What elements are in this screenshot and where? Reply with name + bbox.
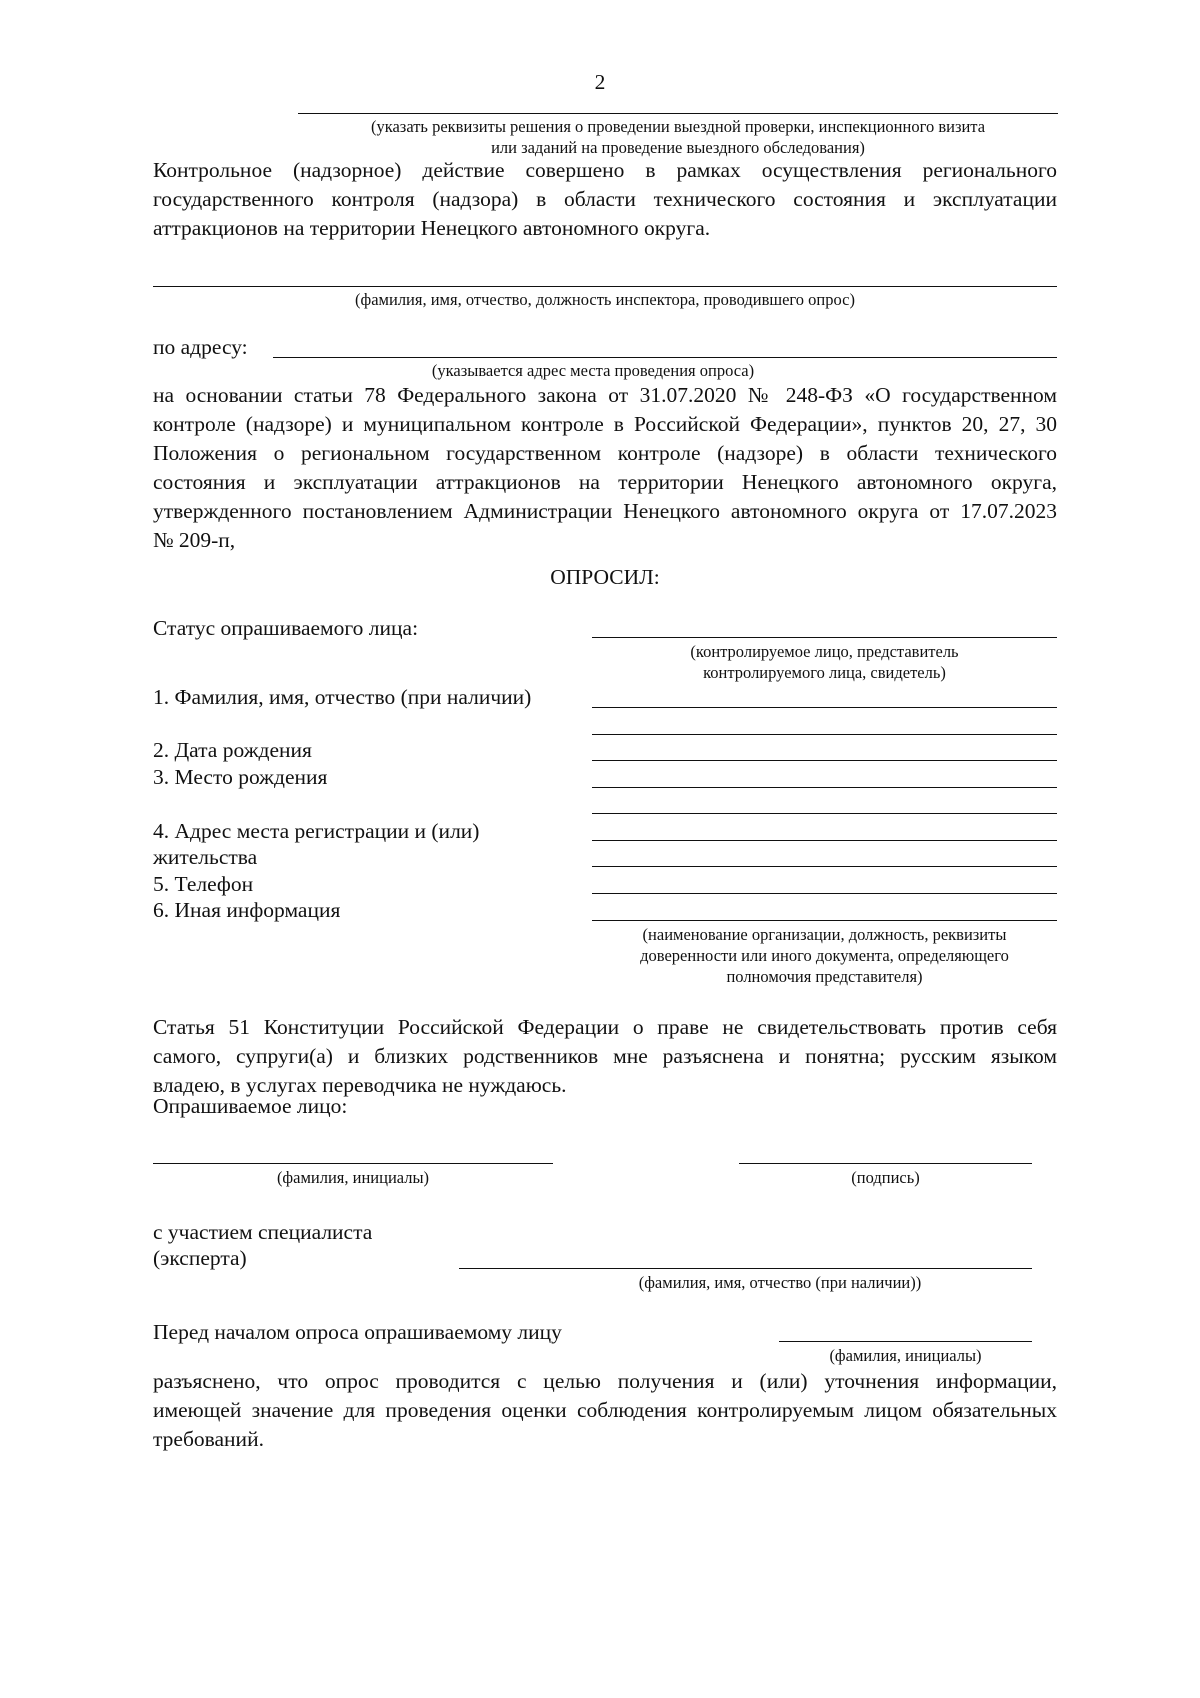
constitution-line: самого, супруги(а) и близких родственников мне разъяснена и понятна; русским языком <box>153 1044 1057 1068</box>
field-line <box>592 813 1057 814</box>
status-caption-1: (контролируемое лицо, представитель <box>690 642 959 661</box>
respondent-signature-line <box>739 1163 1032 1164</box>
address-line <box>273 357 1057 358</box>
constitution-paragraph <box>153 1013 1057 1100</box>
pre-interview-line <box>779 1341 1032 1342</box>
basis-line: Положения о региональном государственном контроле (надзоре) в области технического <box>153 441 1057 465</box>
field-line <box>592 893 1057 894</box>
rep-caption-1: (наименование организации, должность, реквизиты <box>642 925 1007 944</box>
intro-paragraph <box>153 156 1057 243</box>
basis-line: № 209-п, <box>153 528 236 552</box>
address-label: по адресу: <box>153 335 248 359</box>
field-birth-place-label: 3. Место рождения <box>153 765 328 789</box>
intro-line: государственного контроля (надзора) в области технического состояния и эксплуатации <box>153 187 1057 211</box>
rep-caption-2: доверенности или иного документа, определяющего <box>640 946 1009 965</box>
field-line <box>592 760 1057 761</box>
field-line <box>592 707 1057 708</box>
pre-interview-line-text: требований. <box>153 1427 264 1451</box>
field-address-label: 4. Адрес места регистрации и (или) <box>153 819 480 843</box>
intro-line: аттракционов на территории Ненецкого автономного округа. <box>153 216 711 240</box>
expert-label-1: с участием специалиста <box>153 1220 373 1244</box>
rep-caption-3: полномочия представителя) <box>726 967 923 986</box>
pre-interview-caption: (фамилия, инициалы) <box>829 1346 982 1365</box>
respondent-signature-caption: (подпись) <box>851 1168 920 1187</box>
page-number: 2 <box>594 70 606 94</box>
basis-line: на основании статьи 78 Федерального закона от 31.07.2020 № 248-ФЗ «О государственном <box>153 383 1057 407</box>
field-line <box>592 920 1057 921</box>
field-phone-label: 5. Телефон <box>153 872 254 896</box>
respondent-name-caption: (фамилия, инициалы) <box>276 1168 430 1187</box>
constitution-line: Статья 51 Конституции Российской Федерации о праве не свидетельствовать против себя <box>153 1015 1057 1039</box>
basis-line: утвержденного постановлением Администрации Ненецкого автономного округа от 17.07.2023 <box>153 499 1057 523</box>
pre-interview-line-text: разъяснено, что опрос проводится с целью получения и (или) уточнения информации, <box>153 1369 1057 1393</box>
field-line <box>592 734 1057 735</box>
field-full-name-label: 1. Фамилия, имя, отчество (при наличии) <box>153 685 532 709</box>
field-line <box>592 787 1057 788</box>
address-caption: (указывается адрес места проведения опроса) <box>431 361 755 380</box>
expert-label-2: (эксперта) <box>153 1246 247 1270</box>
inspector-caption: (фамилия, имя, отчество, должность инспектора, проводившего опрос) <box>355 290 855 309</box>
status-label: Статус опрашиваемого лица: <box>153 616 419 640</box>
field-birth-date-label: 2. Дата рождения <box>153 738 312 762</box>
expert-line <box>459 1268 1032 1269</box>
field-line <box>592 866 1057 867</box>
field-address-label-cont: жительства <box>153 845 258 869</box>
basis-paragraph <box>153 381 1057 555</box>
status-line <box>592 637 1057 638</box>
section-heading: ОПРОСИЛ: <box>550 565 660 589</box>
constitution-line: владею, в услугах переводчика не нуждаюсь. <box>153 1073 567 1097</box>
field-other-label: 6. Иная информация <box>153 898 341 922</box>
decision-details-caption-1: (указать реквизиты решения о проведении выездной проверки, инспекционного визита <box>370 117 986 136</box>
pre-interview-line-text: имеющей значение для проведения оценки соблюдения контролируемым лицом обязательных <box>153 1398 1057 1422</box>
decision-details-caption-2: или заданий на проведение выездного обследования) <box>491 138 865 157</box>
basis-line: контроле (надзоре) и муниципальном контроле в Российской Федерации», пунктов 20, 27, 30 <box>153 412 1057 436</box>
status-caption-2: контролируемого лица, свидетель) <box>703 663 946 682</box>
respondent-name-line <box>153 1163 553 1164</box>
intro-line: Контрольное (надзорное) действие совершено в рамках осуществления регионального <box>153 158 1057 182</box>
decision-details-line <box>298 113 1058 114</box>
pre-interview-label: Перед началом опроса опрашиваемому лицу <box>153 1320 562 1344</box>
basis-line: состояния и эксплуатации аттракционов на территории Ненецкого автономного округа, <box>153 470 1057 494</box>
respondent-label: Опрашиваемое лицо: <box>153 1094 348 1118</box>
pre-interview-paragraph <box>153 1367 1057 1454</box>
field-line <box>592 840 1057 841</box>
expert-caption: (фамилия, имя, отчество (при наличии)) <box>638 1273 922 1292</box>
inspector-line <box>153 286 1057 287</box>
